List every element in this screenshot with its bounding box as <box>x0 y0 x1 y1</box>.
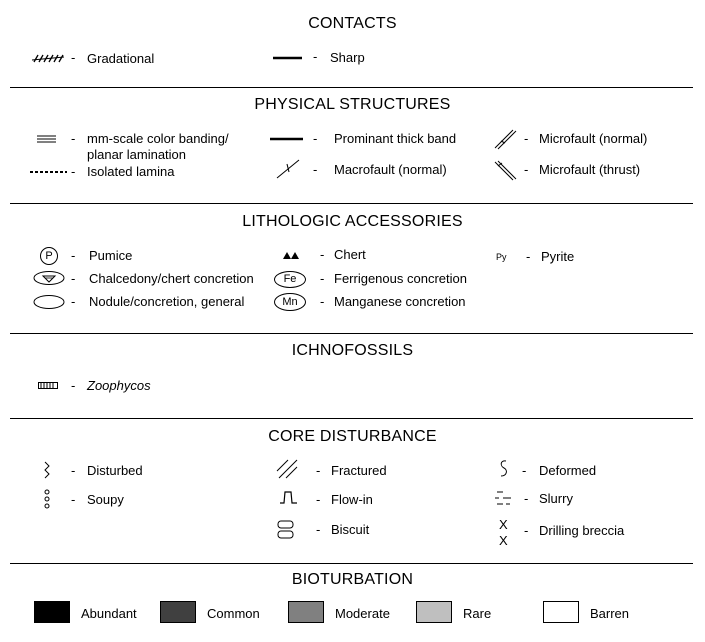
chalcedony-icon <box>32 270 66 286</box>
label-common: Common <box>207 606 260 621</box>
label-pyrite: Pyrite <box>541 249 575 264</box>
separator: - <box>313 131 318 146</box>
microfault-thrust-icon <box>493 160 517 182</box>
contacts-title: CONTACTS <box>308 15 397 32</box>
label-microfault-normal: Microfault (normal) <box>539 131 648 146</box>
section-divider <box>10 333 693 334</box>
separator: - <box>316 463 321 478</box>
label-flowin: Flow-in <box>331 492 373 507</box>
disturbed-icon <box>42 461 52 479</box>
label-soupy: Soupy <box>87 492 124 507</box>
separator: - <box>320 247 325 262</box>
separator: - <box>313 49 318 64</box>
microfault-normal-icon <box>493 128 517 150</box>
separator: - <box>524 162 529 177</box>
swatch-moderate <box>288 601 324 623</box>
swatch-abundant <box>34 601 70 623</box>
chert-icon <box>282 250 300 260</box>
label-thick-band: Prominant thick band <box>334 131 457 146</box>
pyrite-icon: Py <box>496 252 507 262</box>
nodule-icon <box>32 294 66 310</box>
pumice-icon: P <box>40 247 58 265</box>
solid-line-icon <box>273 56 303 60</box>
label-microfault-thrust: Microfault (thrust) <box>539 162 641 177</box>
label-deformed: Deformed <box>539 463 597 478</box>
zoophycos-icon <box>38 382 58 389</box>
fe-icon: Fe <box>274 271 306 288</box>
section-divider <box>10 418 693 419</box>
separator: - <box>522 463 527 478</box>
label-moderate: Moderate <box>335 606 390 621</box>
label-ferrigenous: Ferrigenous concretion <box>334 271 467 286</box>
separator: - <box>524 523 529 538</box>
label-biscuit: Biscuit <box>331 522 370 537</box>
label-gradational: Gradational <box>87 51 155 66</box>
breccia-icon-top: X <box>499 517 508 532</box>
mn-icon: Mn <box>274 293 306 311</box>
bioturbation-title: BIOTURBATION <box>291 571 414 588</box>
hatched-line-icon <box>30 53 66 63</box>
section-divider <box>10 203 693 204</box>
section-divider <box>10 87 693 88</box>
disturbance-title: CORE DISTURBANCE <box>268 428 437 445</box>
swatch-common <box>160 601 196 623</box>
label-macrofault: Macrofault (normal) <box>334 162 447 177</box>
label-breccia: Drilling breccia <box>539 523 625 538</box>
separator: - <box>313 162 318 177</box>
separator: - <box>71 50 76 65</box>
label-chert: Chert <box>334 247 366 262</box>
label-isolated: Isolated lamina <box>87 164 175 179</box>
label-disturbed: Disturbed <box>87 463 143 478</box>
label-nodule: Nodule/concretion, general <box>89 294 245 309</box>
label-fractured: Fractured <box>331 463 387 478</box>
deformed-icon <box>497 459 511 479</box>
label-slurry: Slurry <box>539 491 573 506</box>
separator: - <box>526 249 531 264</box>
dashed-line-icon <box>30 170 68 174</box>
label-rare: Rare <box>463 606 492 621</box>
separator: - <box>71 378 76 393</box>
separator: - <box>71 271 76 286</box>
separator: - <box>71 131 76 146</box>
separator: - <box>320 294 325 309</box>
label-barren: Barren <box>590 606 630 621</box>
macrofault-icon <box>275 158 301 180</box>
banding-icon <box>37 134 57 144</box>
fractured-icon <box>276 459 298 479</box>
label-abundant: Abundant <box>81 606 137 621</box>
separator: - <box>316 522 321 537</box>
section-divider <box>10 563 693 564</box>
thick-line-icon <box>270 137 304 141</box>
label-sharp: Sharp <box>330 50 365 65</box>
biscuit-icon <box>276 520 296 540</box>
lithologic-title: LITHOLOGIC ACCESSORIES <box>242 213 463 230</box>
label-chalcedony: Chalcedony/chert concretion <box>89 271 254 286</box>
label-zoophycos: Zoophycos <box>87 378 151 393</box>
breccia-icon-bottom: X <box>499 533 508 548</box>
label-banding-cont: planar lamination <box>87 147 187 162</box>
ichno-title: ICHNOFOSSILS <box>291 342 414 359</box>
label-banding: mm-scale color banding/ <box>87 131 229 146</box>
swatch-barren <box>543 601 579 623</box>
flowin-icon <box>279 489 299 505</box>
swatch-rare <box>416 601 452 623</box>
label-pumice: Pumice <box>89 248 133 263</box>
separator: - <box>71 492 76 507</box>
separator: - <box>71 463 76 478</box>
separator: - <box>524 131 529 146</box>
separator: - <box>71 164 76 179</box>
separator: - <box>316 492 321 507</box>
label-manganese: Manganese concretion <box>334 294 466 309</box>
separator: - <box>320 271 325 286</box>
separator: - <box>524 491 529 506</box>
separator: - <box>71 294 76 309</box>
slurry-icon <box>494 489 514 507</box>
separator: - <box>71 248 76 263</box>
physical-title: PHYSICAL STRUCTURES <box>254 96 451 113</box>
soupy-icon <box>43 489 51 509</box>
